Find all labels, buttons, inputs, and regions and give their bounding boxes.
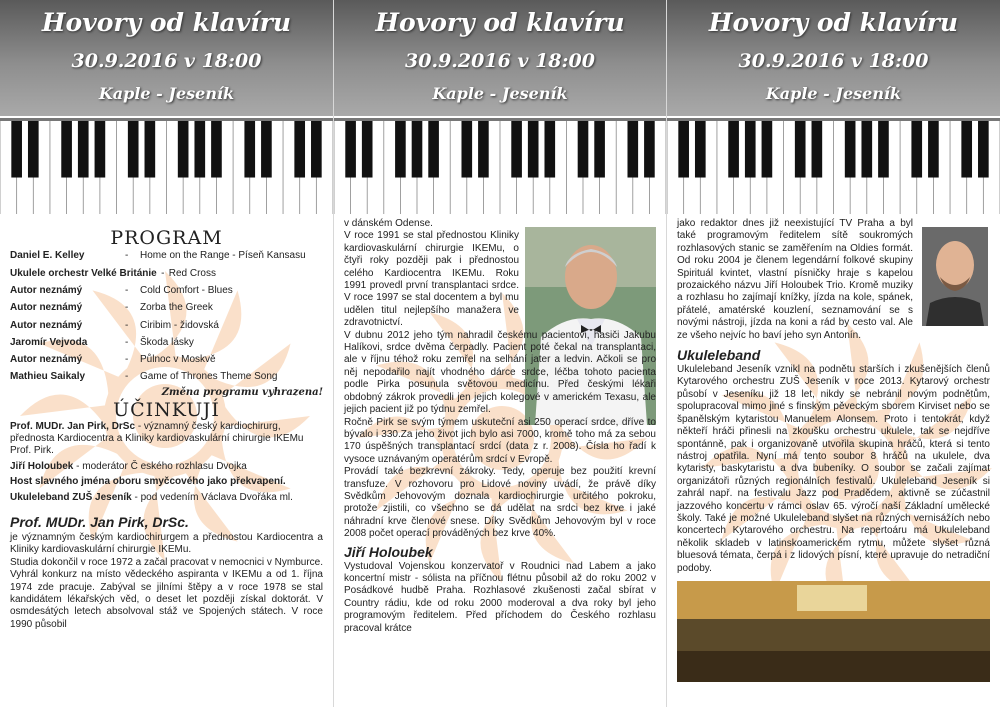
event-title: Hovory od klavíru: [708, 8, 959, 37]
program-dash: -: [125, 302, 129, 314]
program-row: [10, 351, 323, 368]
performer-name: Jiří Holoubek: [10, 460, 74, 472]
ukuleleband-text: Ukuleleband Jeseník vznikl na podnětu starších i zkušenějších členů Kytarového orchestru ZUŠ Jeseník v roce 2013. Kytarový orchestr působí v Jeseníku již 18 let, nikdy se nebránil novým podnětům, spolupracoval mimo jiné s finským pěveckým sborem Kirviset nebo se španělským kytaristou Manuelem Alonsem. Proto i tentokrát, když někteří hráči přinesli na zkoušku orchestru ukulele, tak se nejdříve spontánně, pak i organizovaně utvořila skupina hráčů, která si tento nástroj opatřila. Nyní má tento soubor 8 hráčů na ukulele, dva kytaristy, baskytaristu a dva bubeníky. O soubor se začali zajímat organizátoři různých regionálních festivalů. Ukuleleband Jeseník si zahrál např. na festivalu Jazz pod Pradědem, aktivně se zúčastnil jazzového koncertu v rámci oslav 65. výročí naší Základní umělecké školy. Také je možné Ukuleleband slyšet na různých vernisážích nebo koncertech Kytarového orchestru. Na repertoáru má Ukuleleband několik skladeb v latinskoamerickém rytmu, můžete slyšet různá bluesová témata, čerpá i z lidových písní, které upravuje do netradiční podoby.: [677, 364, 990, 574]
ukuleleband-heading: Ukuleleband: [677, 347, 761, 364]
performers-heading: ÚČINKUJÍ: [113, 399, 220, 422]
black-key: [345, 118, 356, 178]
panel-pirk: [334, 0, 666, 707]
program-row: [10, 282, 323, 299]
header-banner: [0, 0, 333, 116]
black-key: [511, 118, 522, 178]
pirk-bio: Studia dokončil v roce 1972 a začal pracovat v nemocnici v Nymburce. Vyhrál konkurz na místo vědeckého aspiranta v IKEMu a od 1. října 1974 zde pracuje. Zabýval se jilními štěpy a v roce 1978 se stal kandidátem lékařských věd, o deset let později získal doktorát. V osmdesátých letech absolvoval stáž ve Spojených státech. V roce 1990 působil: [10, 556, 323, 630]
event-place: Kaple - Jeseník: [765, 84, 902, 103]
black-key: [428, 118, 439, 178]
black-key: [95, 118, 106, 178]
black-key: [178, 118, 189, 178]
black-key: [412, 118, 423, 178]
program-dash: -: [161, 267, 165, 279]
performer-name: Host slavného jména oboru smyčcového jako překvapení.: [10, 476, 286, 488]
program-dash: -: [125, 319, 129, 331]
black-key: [911, 118, 922, 178]
panel-program: [0, 0, 333, 707]
performer-desc: - moderátor Č eského rozhlasu Dvojka: [73, 460, 247, 472]
black-key: [211, 118, 222, 178]
black-key: [762, 118, 773, 178]
program-performer: Autor neznámý: [10, 354, 83, 366]
piano-keys-icon: [334, 118, 666, 214]
black-key: [362, 118, 373, 178]
black-key: [544, 118, 555, 178]
black-key: [594, 118, 605, 178]
keyboard-top-edge: [0, 118, 333, 121]
pirk-career: V roce 1991 se stal přednostou Kliniky kardiovaskulární chirurgie IKEMu, o čtyři roky později pak i přednostou celého Kardiocentra IKEMu. Roku 1991 provedl první transplantaci srdce. V roce 1997 se stal docentem a byl mu udělen titul nejlepšího manažera ve zdravotnictví.: [344, 230, 519, 329]
holoubek-bio-2: jako redaktor dnes již neexistující TV Praha a byl také programovým ředitelem sítě soukromých rozhlasových stanic se zaměřením na Oldies formát. Od roku 2004 je členem legendární folkové skupiny Spirituál kvintet, vlastní písničky hraje s kapelou prozaického názvu Jiří Holoubek Trio. Kromě muziky a rozhlasu ho zajímají knížky, jízda na kole, spánek, přátelé, amatérské kouzlení, seznamování se s novými nástroji, jízda na koni a rád by cesto val. Ale ze všeho nejvíc ho baví jeho syn Antonín.: [677, 218, 913, 341]
ukuleleband-photo: [677, 581, 990, 682]
black-key: [478, 118, 489, 178]
performer-name: Prof. MUDr. Jan Pirk, DrSc: [10, 420, 136, 432]
black-key: [644, 118, 655, 178]
program-dash: -: [125, 285, 129, 296]
black-key: [812, 118, 823, 178]
black-key: [978, 118, 989, 178]
black-key: [845, 118, 856, 178]
program-performer: Autor neznámý: [10, 302, 83, 314]
black-key: [28, 118, 39, 178]
event-title: Hovory od klavíru: [41, 8, 292, 37]
program-piece: Home on the Range - Píseň Kansasu: [140, 250, 306, 262]
pirk-heading: Prof. MUDr. Jan Pirk, DrSc.: [10, 514, 189, 531]
program-piece: Cold Comfort - Blues: [140, 285, 233, 296]
pirk-content: [344, 218, 656, 635]
performer-name: Ukuleleband ZUŠ Jeseník: [10, 491, 132, 503]
program-heading: PROGRAM: [110, 227, 223, 249]
pirk-operations: Ročně Pirk se svým týmem uskuteční asi 250 operací srdce, dříve to bývalo i 330.Za jeho život jich bylo asi 7000, kromě toho má za sebou 170 úspěšných transplantací srdcí (data z r. 2008). Čísla ho řadí k vysoce uznávaným operatérům srdcí v Evropě.: [344, 416, 656, 465]
event-place: Kaple - Jeseník: [432, 84, 568, 103]
program-piece: Ciribim - židovská: [140, 319, 219, 331]
performer-desc: - významný český kardiochirurg, přednosta Kardiocentra a Kliniky kardiovaskulární chirurgie IKEMu Prof. Pirk.: [10, 420, 304, 457]
performer-entry: [10, 492, 323, 504]
program-performer: Jaromír Vejvoda: [10, 336, 88, 348]
program-piece: Red Cross: [168, 267, 216, 279]
black-key: [878, 118, 889, 178]
black-key: [861, 118, 872, 178]
black-key: [578, 118, 589, 178]
black-key: [261, 118, 272, 178]
program-performer: Autor neznámý: [10, 285, 83, 296]
program-performer: Daniel E. Kelley: [10, 250, 85, 262]
program-row: [10, 247, 323, 264]
black-key: [695, 118, 706, 178]
program-piece: Škoda lásky: [140, 336, 194, 348]
program-row: [10, 317, 323, 334]
program-change-note: Změna programu vyhrazena!: [161, 386, 323, 398]
black-key: [395, 118, 406, 178]
event-date: 30.9.2016 v 18:00: [71, 50, 262, 72]
black-key: [78, 118, 89, 178]
piano-keys-icon: [0, 118, 333, 214]
black-key: [61, 118, 72, 178]
program-performer: Mathieu Saikaly: [10, 371, 86, 383]
black-key: [145, 118, 156, 178]
program-piece: Game of Thrones Theme Song: [140, 371, 278, 383]
ukulele-content: [677, 218, 990, 575]
black-key: [244, 118, 255, 178]
program-list: [10, 247, 323, 385]
event-date: 30.9.2016 v 18:00: [738, 50, 929, 72]
pirk-bloodless: Provádí také bezkrevní zákroky. Tedy, operuje bez použití krevní transfuze. V rozhovoru pro Lidové noviny uvádí, že právě díky Svědkům Jehovovým doznala kardiochirurgie určitého pokroku, protože zjistili, co všechno se dá udělat na srdci bez krve i jaké náhradní krve členové snese. Díky Svědkům Jehovovým byl v roce 2008 počet operací prováděných bez krve 40%.: [344, 466, 656, 540]
performer-entry: [10, 476, 323, 488]
black-key: [678, 118, 689, 178]
pirk-2012: V dubnu 2012 jeho tým nahradil českému pacientovi, hasiči Jakubu Halíkovi, srdce dvěma čerpadly. Pacient poté čekal na transplantaci, ale v říjnu téhož roku zemřel na selhání jater a ledvin. Ačkoli se pro něj nepodařilo najít vhodného dárce srdce, léčba tohoto pacienta podle Pirka posunula světovou medicínu. Před českými lékaři obdobný zákrok provedli jen jejich kolegové v americkém Texasu, ale jejich pacient již po týdnu zemřel.: [344, 329, 656, 416]
program-dash: -: [125, 354, 129, 366]
header-banner: [667, 0, 1000, 116]
program-performer: Autor neznámý: [10, 319, 83, 331]
event-place: Kaple - Jeseník: [98, 84, 235, 103]
event-title: Hovory od klavíru: [375, 8, 625, 37]
program-performer: Ukulele orchestr Velké Británie: [10, 267, 157, 279]
program-row: [10, 265, 323, 282]
black-key: [128, 118, 139, 178]
panel-body: [667, 218, 1000, 707]
performer-entry: [10, 421, 323, 458]
pirk-odense: v dánském Odense.: [344, 218, 433, 229]
program-piece: Půlnoc v Moskvě: [140, 354, 216, 366]
program-dash: -: [125, 371, 129, 383]
black-key: [795, 118, 806, 178]
black-key: [294, 118, 305, 178]
black-key: [11, 118, 22, 178]
black-key: [745, 118, 756, 178]
pirk-intro: je významným českým kardiochirurgem a přednostou Kardiocentra a Kliniky kardiovaskulární chirurgie IKEMu.: [10, 532, 323, 556]
panel-body: [334, 218, 666, 707]
black-key: [627, 118, 638, 178]
keyboard-top-edge: [667, 118, 1000, 121]
piano-keys-icon: [667, 118, 1000, 214]
black-key: [311, 118, 322, 178]
black-key: [961, 118, 972, 178]
black-key: [528, 118, 539, 178]
program-row: [10, 368, 323, 385]
holoubek-bio-1: Vystudoval Vojenskou konzervatoř v Roudnici nad Labem a jako koncertní mistr - sólista na příčnou flétnu působil až do roku 2002 v Posádkové hudbě Praha. Rozhlasové zkušenosti začal sbírat v Country rádiu, kde od roku 2000 moderoval a dva roky byl jeho programovým ředitelem. Před příchodem do Českého rozhlasu pracoval krátce: [344, 560, 656, 634]
panel-body: [0, 218, 333, 707]
header-banner: [334, 0, 666, 116]
black-key: [461, 118, 472, 178]
black-key: [928, 118, 939, 178]
program-row: [10, 334, 323, 351]
performer-entry: [10, 461, 323, 473]
event-date: 30.9.2016 v 18:00: [405, 50, 595, 72]
black-key: [194, 118, 205, 178]
panel-ukuleleband: [667, 0, 1000, 707]
program-dash: -: [125, 250, 129, 262]
keyboard-top-edge: [334, 118, 666, 121]
program-dash: -: [125, 336, 129, 348]
program-content: [10, 218, 323, 631]
program-piece: Zorba the Greek: [140, 302, 213, 314]
holoubek-heading: Jiří Holoubek: [344, 543, 433, 560]
black-key: [728, 118, 739, 178]
program-row: [10, 299, 323, 316]
performer-desc: - pod vedením Václava Dvořáka ml.: [131, 491, 293, 503]
